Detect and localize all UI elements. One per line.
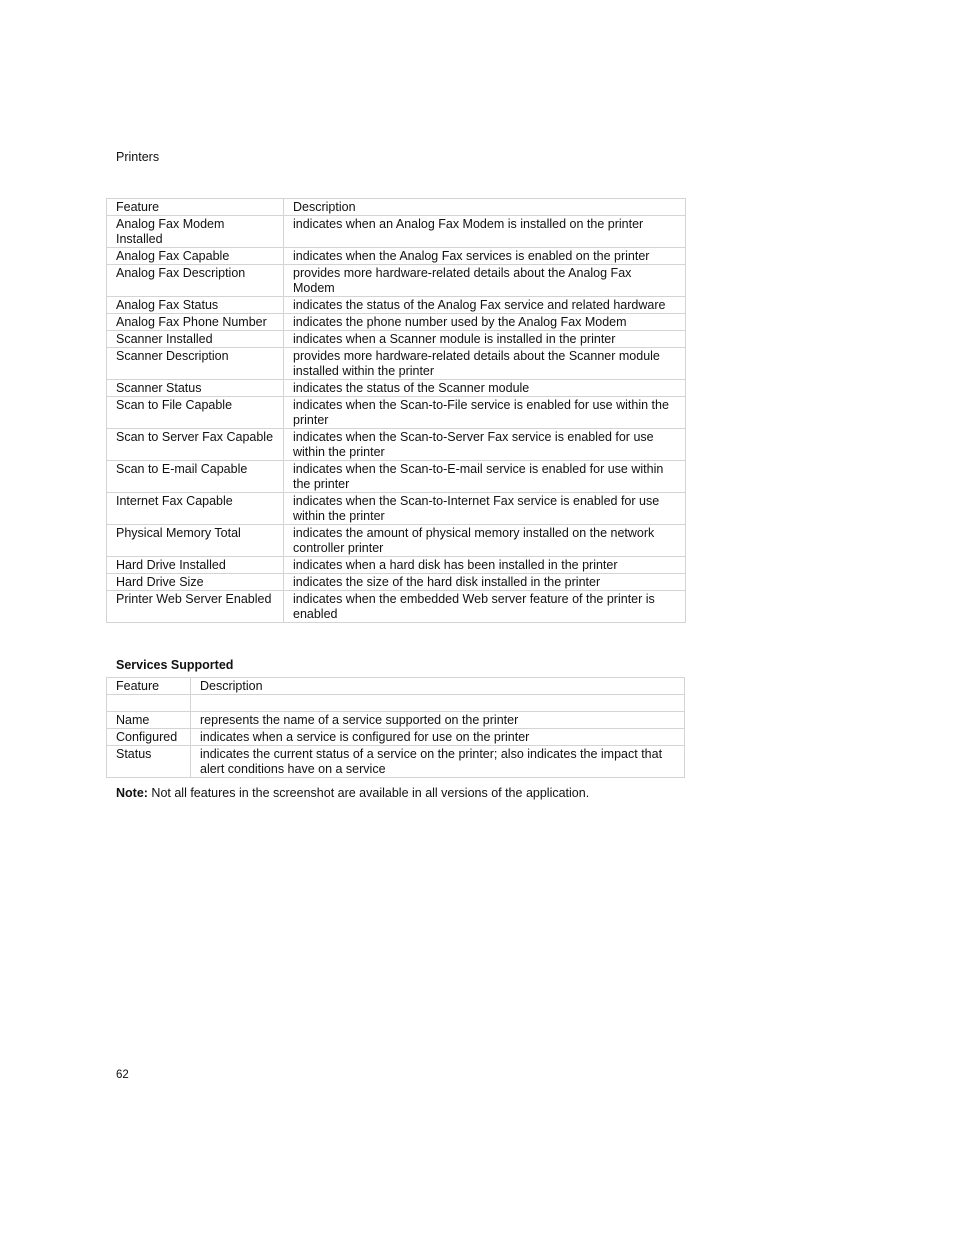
table-row (107, 348, 686, 380)
table-row (107, 216, 686, 248)
table-header-row (107, 199, 686, 216)
column-header: Description (284, 199, 686, 216)
description-cell: indicates the size of the hard disk installed in the printer (284, 574, 686, 591)
table-row (107, 591, 686, 623)
description-cell: indicates the current status of a service on the printer; also indicates the impact that alert conditions have on a service (191, 746, 685, 778)
table-row (107, 331, 686, 348)
table-header-row (107, 678, 685, 695)
description-cell: indicates when the Scan-to-Server Fax service is enabled for use within the printer (284, 429, 686, 461)
features-table (106, 198, 686, 623)
table-row (107, 397, 686, 429)
feature-cell: Configured (107, 729, 191, 746)
feature-cell: Analog Fax Status (107, 297, 284, 314)
table-row (107, 314, 686, 331)
feature-cell: Analog Fax Capable (107, 248, 284, 265)
feature-cell: Analog Fax Modem Installed (107, 216, 284, 248)
description-cell: represents the name of a service supported on the printer (191, 712, 685, 729)
table-row (107, 297, 686, 314)
table-row (107, 493, 686, 525)
table-row (107, 525, 686, 557)
table-row (107, 461, 686, 493)
note (116, 786, 589, 800)
description-cell: indicates when the Scan-to-Internet Fax service is enabled for use within the printer (284, 493, 686, 525)
table-row (107, 380, 686, 397)
description-cell: indicates the status of the Analog Fax service and related hardware (284, 297, 686, 314)
description-cell: indicates when the embedded Web server feature of the printer is enabled (284, 591, 686, 623)
feature-cell: Analog Fax Phone Number (107, 314, 284, 331)
feature-cell: Hard Drive Installed (107, 557, 284, 574)
table-cell (107, 695, 191, 712)
note-label: Note: (116, 786, 148, 800)
table-row (107, 712, 685, 729)
description-cell: indicates when the Analog Fax services is enabled on the printer (284, 248, 686, 265)
feature-cell: Scan to E-mail Capable (107, 461, 284, 493)
description-cell: indicates when the Scan-to-File service is enabled for use within the printer (284, 397, 686, 429)
feature-cell: Scanner Description (107, 348, 284, 380)
feature-cell: Hard Drive Size (107, 574, 284, 591)
feature-cell: Name (107, 712, 191, 729)
table-row (107, 746, 685, 778)
description-cell: indicates when a service is configured for use on the printer (191, 729, 685, 746)
page-header: Printers (116, 150, 160, 164)
note-text: Not all features in the screenshot are available in all versions of the application. (147, 786, 590, 800)
feature-cell: Scan to File Capable (107, 397, 284, 429)
feature-cell: Scan to Server Fax Capable (107, 429, 284, 461)
feature-cell: Physical Memory Total (107, 525, 284, 557)
table-row (107, 557, 686, 574)
description-cell: indicates when the Scan-to-E-mail service is enabled for use within the printer (284, 461, 686, 493)
services-table (106, 677, 685, 778)
page-number: 62 (116, 1069, 129, 1081)
table-row (107, 429, 686, 461)
feature-cell: Scanner Status (107, 380, 284, 397)
feature-cell: Printer Web Server Enabled (107, 591, 284, 623)
table-row (107, 265, 686, 297)
table-cell (191, 695, 685, 712)
column-header: Description (191, 678, 685, 695)
description-cell: provides more hardware-related details about the Analog Fax Modem (284, 265, 686, 297)
description-cell: indicates the amount of physical memory installed on the network controller printer (284, 525, 686, 557)
table-row (107, 248, 686, 265)
description-cell: indicates the phone number used by the Analog Fax Modem (284, 314, 686, 331)
column-header: Feature (107, 678, 191, 695)
description-cell: indicates when a Scanner module is installed in the printer (284, 331, 686, 348)
table-row (107, 729, 685, 746)
feature-cell: Scanner Installed (107, 331, 284, 348)
table-spacer-row (107, 695, 685, 712)
column-header: Feature (107, 199, 284, 216)
feature-cell: Status (107, 746, 191, 778)
table-row (107, 574, 686, 591)
description-cell: indicates when an Analog Fax Modem is installed on the printer (284, 216, 686, 248)
description-cell: indicates when a hard disk has been installed in the printer (284, 557, 686, 574)
feature-cell: Internet Fax Capable (107, 493, 284, 525)
description-cell: provides more hardware-related details about the Scanner module installed within the printer (284, 348, 686, 380)
feature-cell: Analog Fax Description (107, 265, 284, 297)
description-cell: indicates the status of the Scanner module (284, 380, 686, 397)
section-title: Services Supported (116, 658, 234, 672)
